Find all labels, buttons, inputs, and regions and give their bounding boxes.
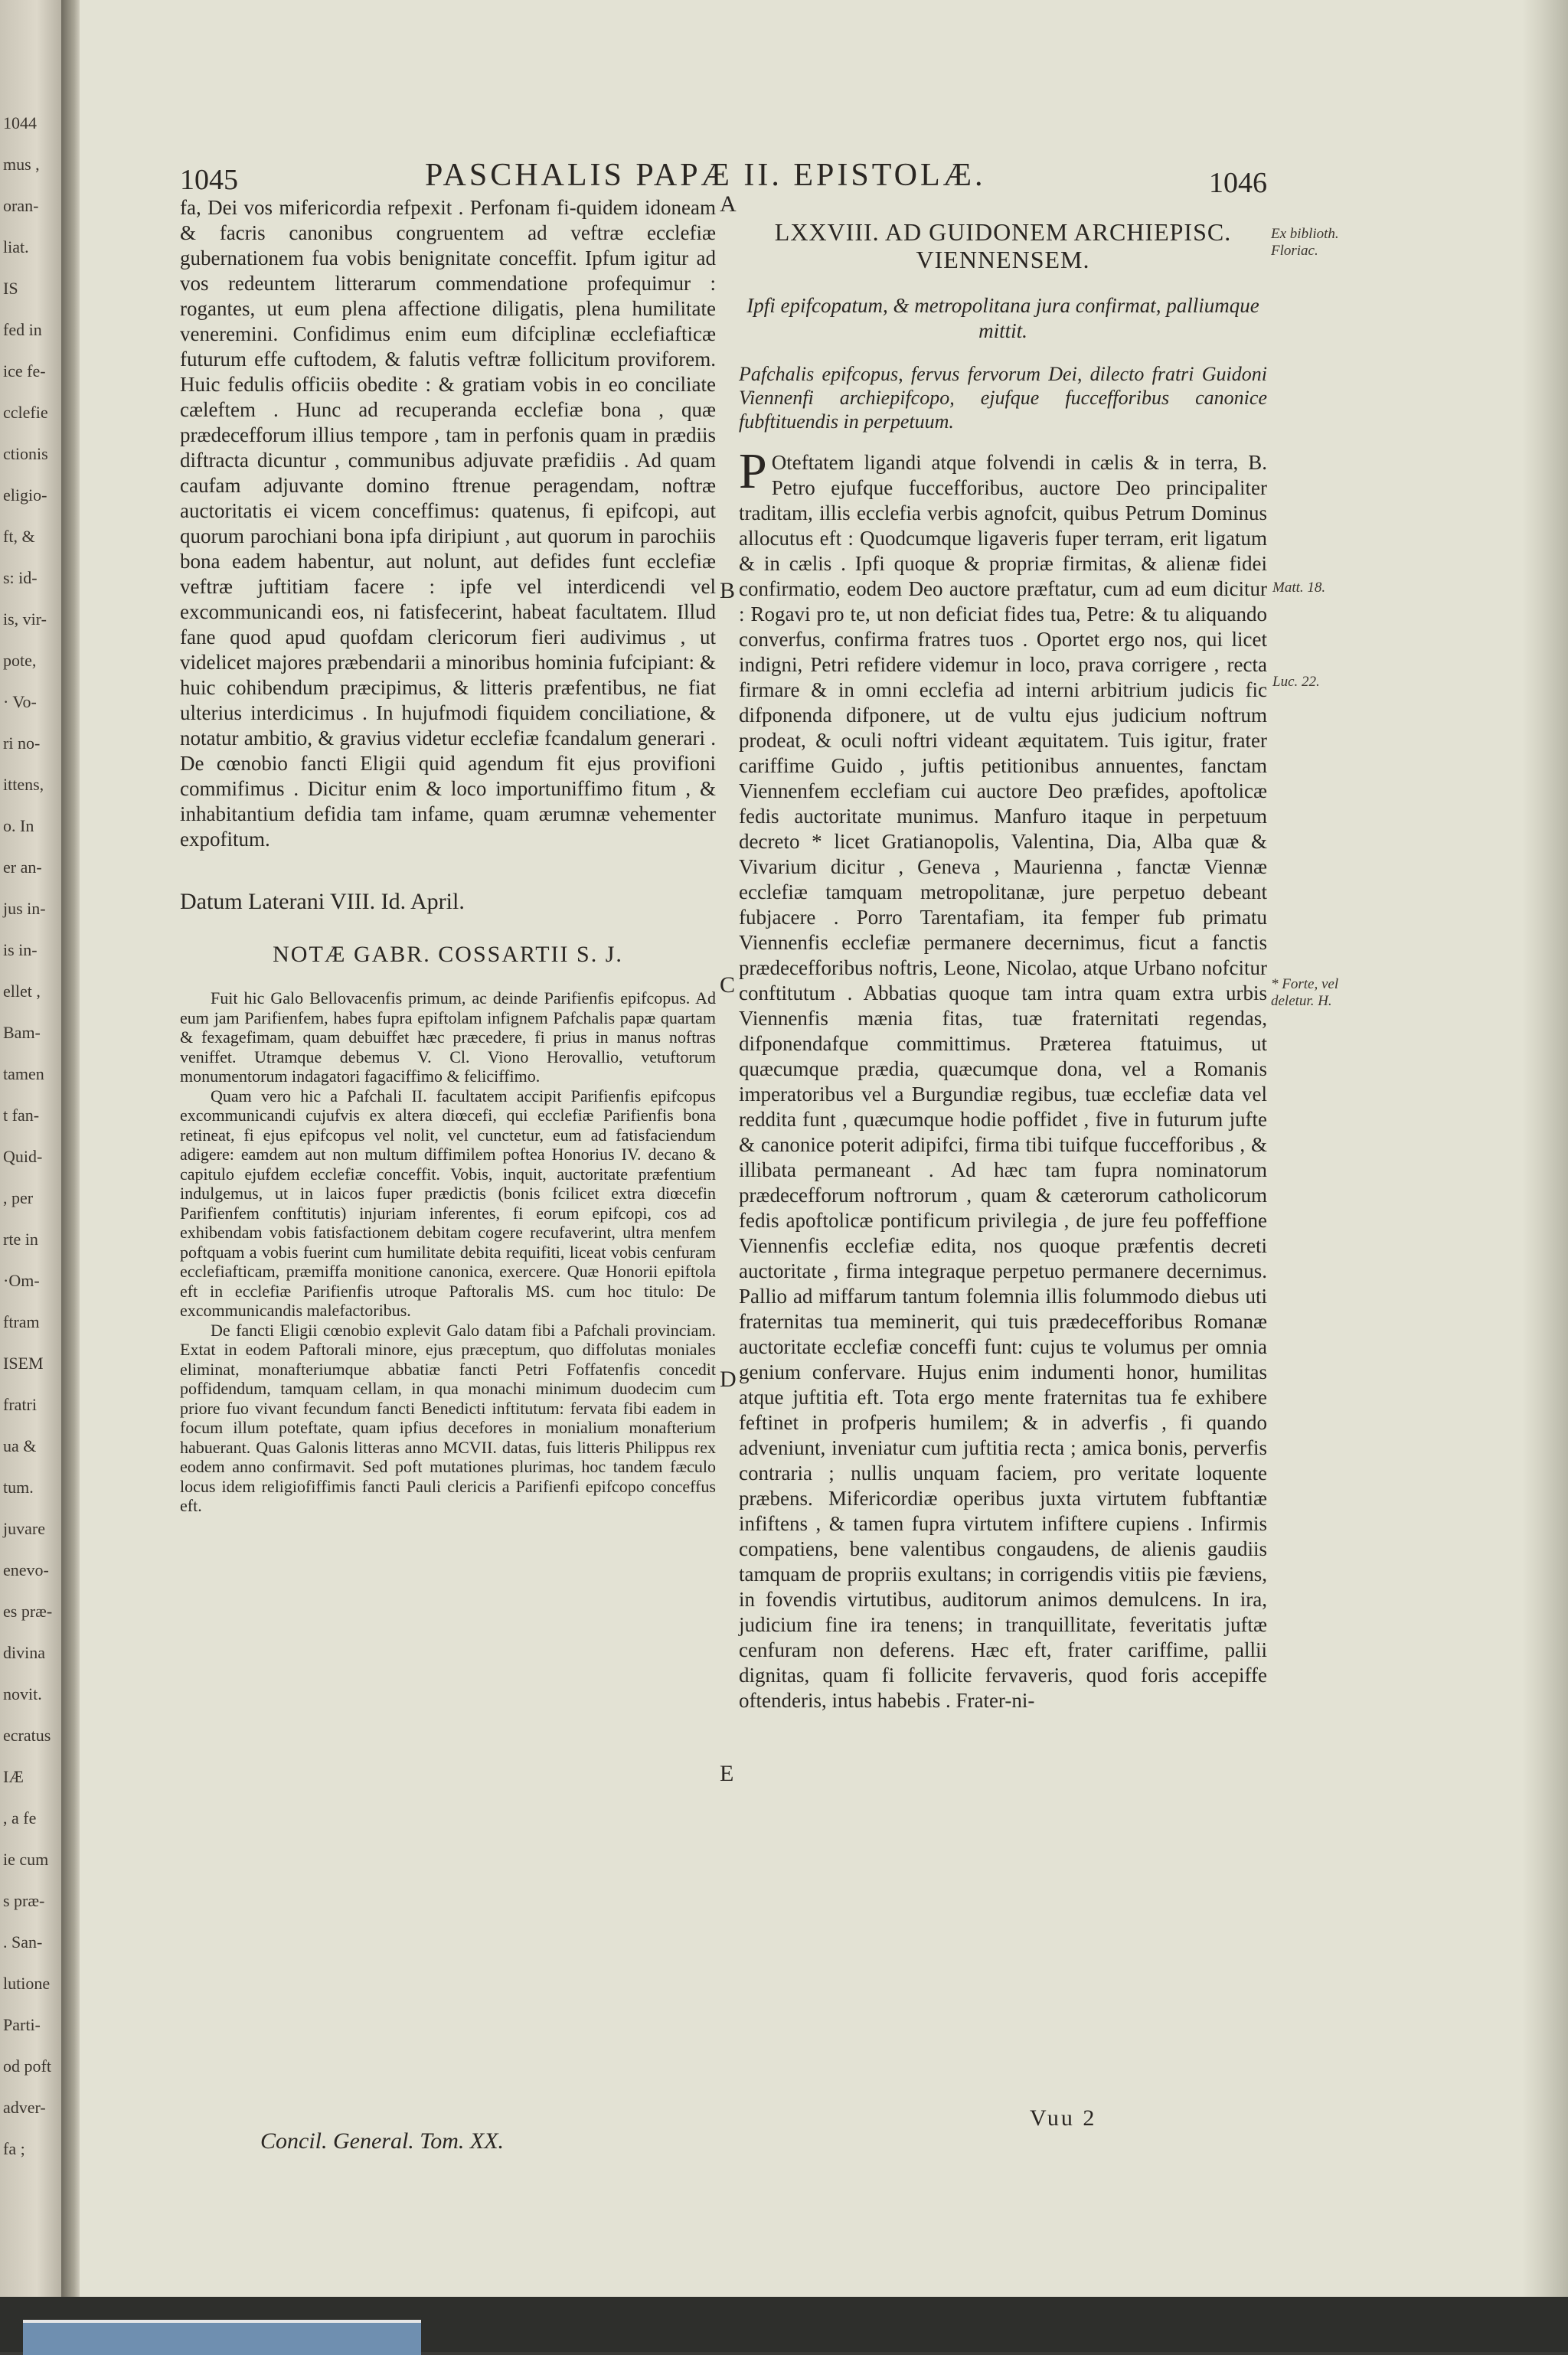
- facing-page-fragment: od poft: [3, 2056, 51, 2076]
- facing-page-fragment: jus in-: [3, 899, 46, 918]
- facing-page-fragment: ·Om-: [3, 1271, 40, 1290]
- facing-page-fragment: is, vir-: [3, 609, 47, 629]
- facing-page-fragment: adver-: [3, 2098, 46, 2117]
- note-paragraph: Fuit hic Galo Bellovacenfis primum, ac deinde Parifienfis epifcopus. Ad eum jam Parifienfem, habes fupra epiftolam infignem Pafchalis papæ quartam & fexagefimam, quam debuiffet hæc præcedere, fi prius in manus noftras veniffet. Utramque debemus V. Cl. Viono Herovallio, vetuftorum monumentorum indagatori fagaciffimo & feliciffimo.: [180, 988, 716, 1086]
- facing-page-fragment: ri no-: [3, 733, 41, 753]
- epistle-heading-line2: VIENNENSEM.: [916, 246, 1090, 273]
- note-paragraph: De fancti Eligii cœnobio explevit Galo datam fibi a Pafchali provinciam. Extat in eodem Paftorali minore, ejus præceptum, quo diffolutas moniales eliminat, monafteriumque abbatiæ fancti Petri Foffatenfis concedit poffidendum, tamquam cellam, in qua monachi minimum duodecim cum priore fuo vivant fecundum fancti Benedicti inftitutum: fervata fibi eadem in focum illum poteftate, quam ipfius decefores in monialium monafterium habuerant. Quas Galonis litteras anno MCVII. datas, fuis litteris Philippus rex eodem anno confirmavit. Sed poft mutationes plurimas, hoc tandem fæculo locus idem religiofiffimis fancti Pauli clericis a Parifienfi epifcopo conceffus eft.: [180, 1320, 716, 1515]
- facing-page-fragment: divina: [3, 1643, 45, 1662]
- facing-page-fragment: Bam-: [3, 1023, 41, 1042]
- facing-page-fragment: eligio-: [3, 485, 47, 505]
- facing-page-fragment: Quid-: [3, 1147, 43, 1166]
- page-number-left: 1045: [180, 164, 238, 196]
- facing-page-fragment: fratri: [3, 1395, 37, 1414]
- facing-page-fragment: ftram: [3, 1312, 40, 1331]
- facing-page-fragment: · Vo-: [3, 692, 37, 711]
- epistle-heading-line1: LXXVIII. AD GUIDONEM ARCHIEPISC.: [774, 218, 1232, 246]
- facing-page-fragment: IS: [3, 279, 18, 298]
- facing-page-fragment: juvare: [3, 1519, 45, 1538]
- facing-page-fragment: ie cum: [3, 1850, 49, 1869]
- facing-page-fragment: tum.: [3, 1478, 34, 1497]
- facing-page-fragment: 1044: [3, 113, 37, 132]
- left-column: [180, 195, 716, 1516]
- note-paragraph: Quam vero hic a Pafchali II. facultatem accipit Parifienfis epifcopus excommunicandi cujufvis ex altera diœcefi, qui ecclefiæ Parifienfis bona retineat, fi ejus epifcopus vel nolit, vel cunctetur, eum ad fatisfaciendum adigere: eamdem aut non multum diffimilem poftea Honorius IV. decano & capitulo ejufdem ecclefiæ conceffit. Vobis, inquit, auctoritate præfentium indulgemus, ut in laicos fuper prædictis (bonis fcilicet extra diœcefin Parifienfem conftitutis) injuriam inferentes, fi eorum epifcopi, cos ad exhibendam vobis fatisfactionem debitam cogere recufaverint, ultra menfem poftquam a vobis fuerint cum humilitate debita requifiti, liceat vobis cenfuram ecclefiafticam, præmiffa monitione canonica, exercere. Quæ Honorii epiftola eft in ecclefiæ Parifienfis utroque Paftoralis MS. cum hoc titulo: De excommunicandis malefactoribus.: [180, 1086, 716, 1320]
- facing-page-fragment: mus ,: [3, 155, 40, 174]
- facing-page-fragment: tamen: [3, 1064, 44, 1083]
- footer-volume: Concil. General. Tom. XX.: [260, 2128, 505, 2154]
- facing-page-fragment: . San-: [3, 1932, 43, 1952]
- right-column: [739, 218, 1267, 1713]
- signature-mark: Vuu 2: [1030, 2105, 1097, 2131]
- facing-page-fragment: es præ-: [3, 1602, 53, 1621]
- side-note-variant: * Forte, vel deletur. H.: [1271, 976, 1339, 1009]
- facing-page-fragment: er an-: [3, 857, 42, 877]
- section-marker-a: A: [720, 191, 737, 217]
- section-marker-d: D: [720, 1367, 737, 1392]
- facing-page-fragment: fa ;: [3, 2139, 25, 2158]
- facing-page-fragment: liat.: [3, 237, 29, 256]
- drop-cap: P: [739, 443, 767, 499]
- facing-page-fragment: o. In: [3, 816, 34, 835]
- facing-page-fragment: ellet ,: [3, 982, 41, 1001]
- facing-page-fragment: is in-: [3, 940, 38, 959]
- facing-page-fragment: novit.: [3, 1684, 42, 1703]
- side-note-luke: Luc. 22.: [1272, 674, 1320, 690]
- facing-page-fragment: fed in: [3, 320, 42, 339]
- facing-page-fragment: s præ-: [3, 1891, 45, 1910]
- section-marker-b: B: [720, 578, 736, 603]
- section-marker-e: E: [720, 1761, 734, 1786]
- facing-page-fragment: pote,: [3, 651, 37, 670]
- side-note-matthew: Matt. 18.: [1272, 580, 1326, 596]
- facing-page-fragment: ISEM: [3, 1354, 44, 1373]
- blue-object: [23, 2320, 421, 2355]
- epistle-summary: Ipfi epifcopatum, & metropolitana jura confirmat, palliumque mittit.: [746, 294, 1259, 342]
- facing-page-fragment: t fan-: [3, 1106, 40, 1125]
- dating-clause: Datum Laterani VIII. Id. April.: [180, 889, 465, 914]
- facing-page-fragment: , a fe: [3, 1808, 37, 1827]
- facing-page-fragment: ice fe-: [3, 361, 46, 381]
- facing-page-fragment: ft, &: [3, 527, 35, 546]
- epistle-body-text: Oteftatem ligandi atque folvendi in cælis & in terra, B. Petro ejufque fuccefforibus, auctore Deo principaliter traditam, illis ecclefia verbis agnofcit, quibus Petrum Dominus allocutus eft : Quodcumque ligaveris fuper terram, erit ligatum & in cælis . Ipfi quoque & propriæ firmitas, & alienæ fidei confirmatio, eodem Deo auctore præftatur, cum ad eum dicitur : Rogavi pro te, ut non deficiat fides tua, Petre: & tu aliquando converfus, confirma fratres tuos . Oportet ergo nos, qui licet indigni, Petri refidere videmur in loco, prava corrigere , recta firmare & in omni ecclefia ad interni arbitrium judicis fic difponenda difponere, ut de vultu ejus judicium noftrum prodeat, & oculi noftri videant æquitatem. Tuis igitur, frater cariffime Guido , juftis petitionibus annuentes, fanctam Viennenfem ecclefiam cui auctore Deo præfides, apoftolicæ fedis auctoritate munimus. Manfuro itaque in perpetuum decreto * licet Gratianopolis, Valentina, Dia, Alba quæ & Vivarium dicitur , Geneva , Maurienna , fanctæ Viennæ ecclefiæ tamquam metropolitanæ, jure perpetuo debeant fubjacere . Porro Tarentafiam, ita femper fub primatu Viennenfis ecclefiæ permanere decernimus, ficut a fanctis prædecefforibus noftris, Leone, Nicolao, atque Urbano nofcitur conftitutum . Abbatias quoque tam intra quam extra urbis Viennenfis mænia fitas, tuæ fraternitati regendas, difponendafque committimus. Præterea ftatuimus, ut quæcumque prædia, quæcumque dona, vel a Romanis imperatoribus vel a Burgundiæ regibus, tuæ ecclefiæ data vel reddita funt , quæcumque hodie poffidet , five in futurum jufte & canonice poterit adipifci, firma tibi tuifque fuccefforibus , & illibata permaneant . Ad hæc tam fupra nominatorum prædecefforum noftrorum , quam & cæterorum catholicorum fedis apoftolicæ pontificum privilegia , de jure feu poffeffione Viennenfis ecclefiæ edita, nos quoque præfentis decreti auctoritate , firma integraque perpetuo permanere decernimus. Pallio ad miffarum tantum folemnia illis folummodo diebus uti fraternitas tua meminerit, qui tuis prædecefforibus Romanæ auctoritate ecclefiæ conceffi funt: cujus te volumus per omnia genium confervare. Hujus enim indumenti honor, humilitas atque juftitia eft. Tota ergo mente fraternitas tua fe exhibere feftinet in profperis humilem; & in adverfis , fi quando adveniunt, inveniatur cum juftitia recta ; amica bonis, perverfis contraria ; nullis unquam faciem, pro veritate loquente præbens. Mifericordiæ operibus juxta virtutem fubftantiæ infiftens , & tamen fupra virtutem infiftere cupiens . Infirmis compatiens, bene valentibus congaudens, de alienis gaudiis tamquam de propriis exultans; in corrigendis vitiis pie fæviens, in fovendis virtutibus, auditorum animos demulcens. In ira, judicium fine ira tenens; in tranquillitate, feveritatis juftæ cenfuram non deferens. Hæc eft, frater cariffime, pallii dignitas, quam fi follicite fervaveris, quod foris accepiffe oftenderis, intus habebis . Frater-ni-: [739, 451, 1267, 1712]
- running-title: PASCHALIS PAPÆ II. EPISTOLÆ.: [425, 158, 986, 193]
- facing-page-fragment: Parti-: [3, 2015, 41, 2034]
- notes-heading: NOTÆ GABR. COSSARTII S. J.: [273, 942, 623, 967]
- facing-page-fragment: rte in: [3, 1230, 38, 1249]
- facing-page-fragment: ecratus: [3, 1726, 51, 1745]
- epistle-body: [739, 443, 1267, 1713]
- section-marker-c: C: [720, 972, 736, 998]
- facing-page-fragment: ctionis: [3, 444, 48, 463]
- facing-page-fragment: ua &: [3, 1436, 37, 1455]
- letter-body-left: fa, Dei vos mifericordia refpexit . Perfonam fi-quidem idoneam & facris canonibus congruentem ad veftræ ecclefiæ gubernationem fua vobis benignitate conceffit. Ipfum igitur ad vos redeuntem litterarum commendatione profequimur : rogantes, ut eum plena affectione diligatis, plena humilitate veneremini. Confidimus enim eum difciplinæ ecclefiafticæ futurum effe cuftodem, & falutis veftræ follicitum proviforem. Huic fedulis officiis obedite : & gratiam vobis in eo conciliate cæleftem . Hunc ad recuperanda ecclefiæ bona , quæ prædecefforum illius tempore , tam in perfonis quam in prædiis diftracta dicuntur , communibus adjuvate præfidiis . Ad quam caufam adjuvante domino ftrenue peragendam, noftræ auctoritatis ei vicem conceffimus: quatenus, fi epifcopi, aut quorum parochiani bona ipfa diripiunt , aut quorum in parochiis bona eadem habentur, aut nolunt, aut defides funt ecclefiæ veftræ juftitiam facere : ipfe vel interdicendi vel excommunicandi eos, ni fatisfecerint, habeat facultatem. Illud fane quod apud quofdam clericorum fieri audivimus , ut videlicet majores præbendarii a minoribus hominia fufcipiant: & huic cohibendum præcipimus, & litteris præfentibus, ne fiat ulterius interdicimus . In hujufmodi fiquidem conciliatione, & notatur ambitio, & gravius videtur ecclefiæ fcandalum generari . De cœnobio fancti Eligii quid agendum fit ejus provifioni commifimus . Dicitur enim & loco importuniffimo fitum , & inhabitantium defidia tam infame, quam ærumnæ vehementer expofitum.: [180, 196, 716, 851]
- facing-page-fragment: cclefie: [3, 403, 48, 422]
- side-note-source: Ex biblioth. Floriac.: [1271, 226, 1339, 259]
- facing-page-fragment: IÆ: [3, 1767, 24, 1786]
- page-edge-shadow: [1522, 0, 1568, 2297]
- facing-page-fragment: lutione: [3, 1974, 51, 1993]
- notes-block: [180, 988, 716, 1516]
- epistle-salutation: Pafchalis epifcopus, fervus fervorum Dei, dilecto fratri Guidoni Viennenfi archiepifcopo, ejufque fuccefforibus canonice fubftituendis in perpetuum.: [739, 363, 1267, 433]
- facing-page-fragment: ittens,: [3, 775, 44, 794]
- facing-page-fragment: oran-: [3, 196, 39, 215]
- book-gutter: [61, 0, 80, 2297]
- facing-page-fragment: enevo-: [3, 1560, 49, 1579]
- facing-page-edge: [0, 0, 61, 2297]
- facing-page-fragment: s: id-: [3, 568, 38, 587]
- page-number-right: 1046: [1209, 167, 1267, 199]
- facing-page-fragment: , per: [3, 1188, 34, 1207]
